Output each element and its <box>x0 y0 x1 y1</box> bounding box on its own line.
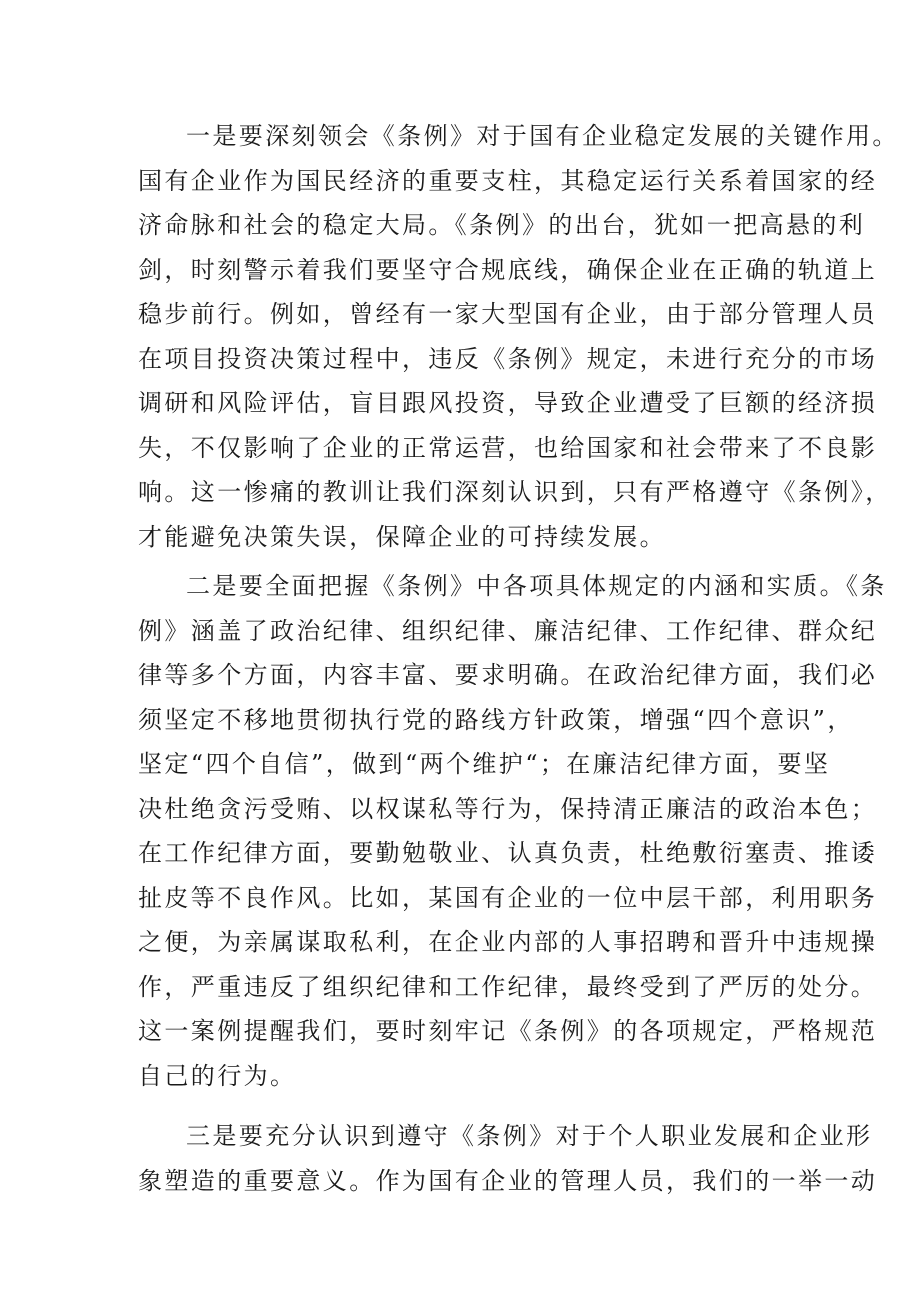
paragraph-line: 律等多个方面，内容丰富、要求明确。在政治纪律方面，我们必 <box>138 661 878 689</box>
paragraph-line: 坚定“四个自信”，做到“两个维护“；在廉洁纪律方面，要坚 <box>138 750 831 778</box>
paragraph-line: 在工作纪律方面，要勤勉敬业、认真负责，杜绝敷衍塞责、推诿 <box>138 839 878 867</box>
paragraph-line: 才能避免决策失误，保障企业的可持续发展。 <box>138 522 666 551</box>
paragraph-line: 国有企业作为国民经济的重要支柱，其稳定运行关系着国家的经 <box>138 166 878 195</box>
paragraph-line: 在项目投资决策过程中，违反《条例》规定，未进行充分的市场 <box>138 344 878 373</box>
paragraph-line: 稳步前行。例如，曾经有一家大型国有企业，由于部分管理人员 <box>138 300 878 328</box>
paragraph-line: 一是要深刻领会《条例》对于国有企业稳定发展的关键作用。 <box>186 122 899 150</box>
paragraph-3 <box>138 1114 878 1203</box>
paragraph-line: 象塑造的重要意义。作为国有企业的管理人员，我们的一举一动 <box>138 1166 878 1195</box>
paragraph-line: 二是要全面把握《条例》中各项具体规定的内涵和实质。《条 <box>186 572 887 600</box>
paragraph-line: 调研和风险评估，盲目跟风投资，导致企业遭受了巨额的经济损 <box>138 389 878 417</box>
paragraph-line: 济命脉和社会的稳定大局。《条例》的出台，犹如一把高悬的利 <box>138 211 866 239</box>
paragraph-line: 之便，为亲属谋取私利，在企业内部的人事招聘和晋升中违规操 <box>138 928 878 956</box>
paragraph-line: 例》涵盖了政治纪律、组织纪律、廉洁纪律、工作纪律、群众纪 <box>138 616 878 645</box>
paragraph-line: 剑，时刻警示着我们要坚守合规底线，确保企业在正确的轨道上 <box>138 255 878 284</box>
paragraph-line: 失，不仅影响了企业的正常运营，也给国家和社会带来了不良影 <box>138 433 878 462</box>
paragraph-line: 决杜绝贪污受贿、以权谋私等行为，保持清正廉洁的政治本色； <box>138 794 878 823</box>
paragraph-line: 扯皮等不良作风。比如，某国有企业的一位中层干部，利用职务 <box>138 883 878 912</box>
paragraph-1 <box>138 114 899 559</box>
paragraph-line: 须坚定不移地贯彻执行党的路线方针政策，增强“四个意识”， <box>138 705 854 734</box>
paragraph-line: 这一案例提醒我们，要时刻牢记《条例》的各项规定，严格规范 <box>138 1017 878 1045</box>
paragraph-line: 响。这一惨痛的教训让我们深刻认识到，只有严格遵守《条例》， <box>138 478 892 506</box>
paragraph-line: 自己的行为。 <box>138 1061 297 1090</box>
paragraph-2 <box>138 564 887 1098</box>
paragraph-line: 作，严重违反了组织纪律和工作纪律，最终受到了严厉的处分。 <box>138 972 878 1001</box>
paragraph-line: 三是要充分认识到遵守《条例》对于个人职业发展和企业形 <box>186 1122 873 1150</box>
